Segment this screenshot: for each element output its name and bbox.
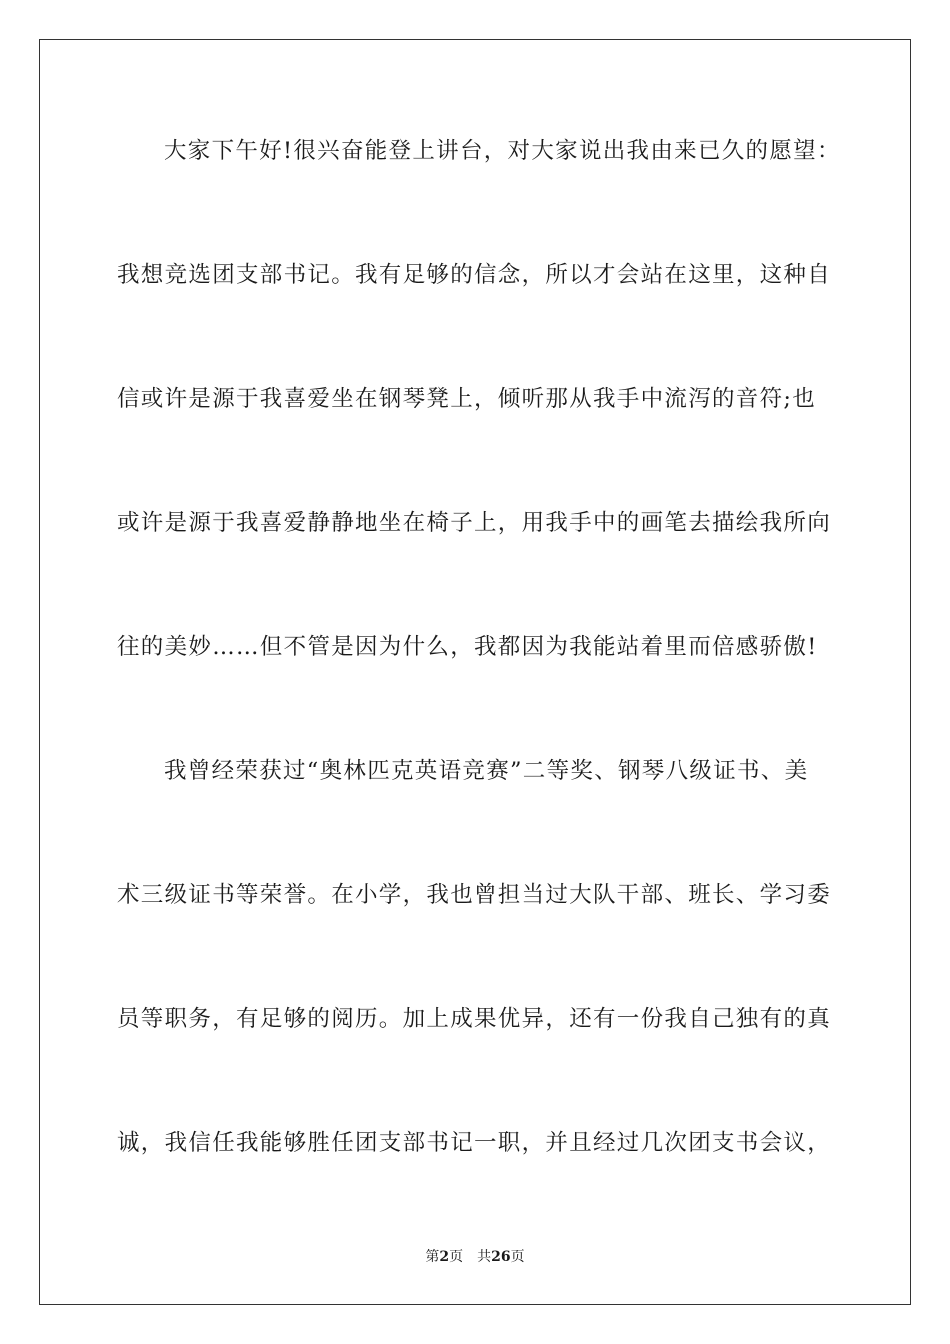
paragraph-1-line-4: 或许是源于我喜爱静静地坐在椅子上，用我手中的画笔去描绘我所向 (117, 510, 832, 536)
paragraph-1-line-3: 信或许是源于我喜爱坐在钢琴凳上，倾听那从我手中流泻的音符;也 (117, 386, 817, 412)
paragraph-1-line-5: 往的美妙……但不管是因为什么，我都因为我能站着里而倍感骄傲! (117, 634, 818, 660)
page-suffix: 页 (449, 1249, 464, 1265)
paragraph-2-line-4: 诚，我信任我能够胜任团支部书记一职，并且经过几次团支书会议， (117, 1130, 832, 1156)
page-number: 2 (439, 1249, 450, 1265)
total-suffix: 页 (510, 1249, 525, 1265)
page-border (39, 39, 911, 1305)
paragraph-2-line-3: 员等职务，有足够的阅历。加上成果优异，还有一份我自己独有的真 (117, 1006, 832, 1032)
paragraph-1-line-1: 大家下午好!很兴奋能登上讲台，对大家说出我由来已久的愿望： (164, 138, 841, 164)
total-pages: 26 (491, 1249, 511, 1265)
page-footer (0, 1247, 950, 1267)
paragraph-1-line-2: 我想竞选团支部书记。我有足够的信念，所以才会站在这里，这种自 (117, 262, 832, 288)
paragraph-2-line-2: 术三级证书等荣誉。在小学，我也曾担当过大队干部、班长、学习委 (117, 882, 832, 908)
total-prefix: 共 (477, 1249, 492, 1265)
page-prefix: 第 (425, 1249, 440, 1265)
paragraph-2-line-1: 我曾经荣获过“奥林匹克英语竞赛”二等奖、钢琴八级证书、美 (164, 758, 809, 784)
